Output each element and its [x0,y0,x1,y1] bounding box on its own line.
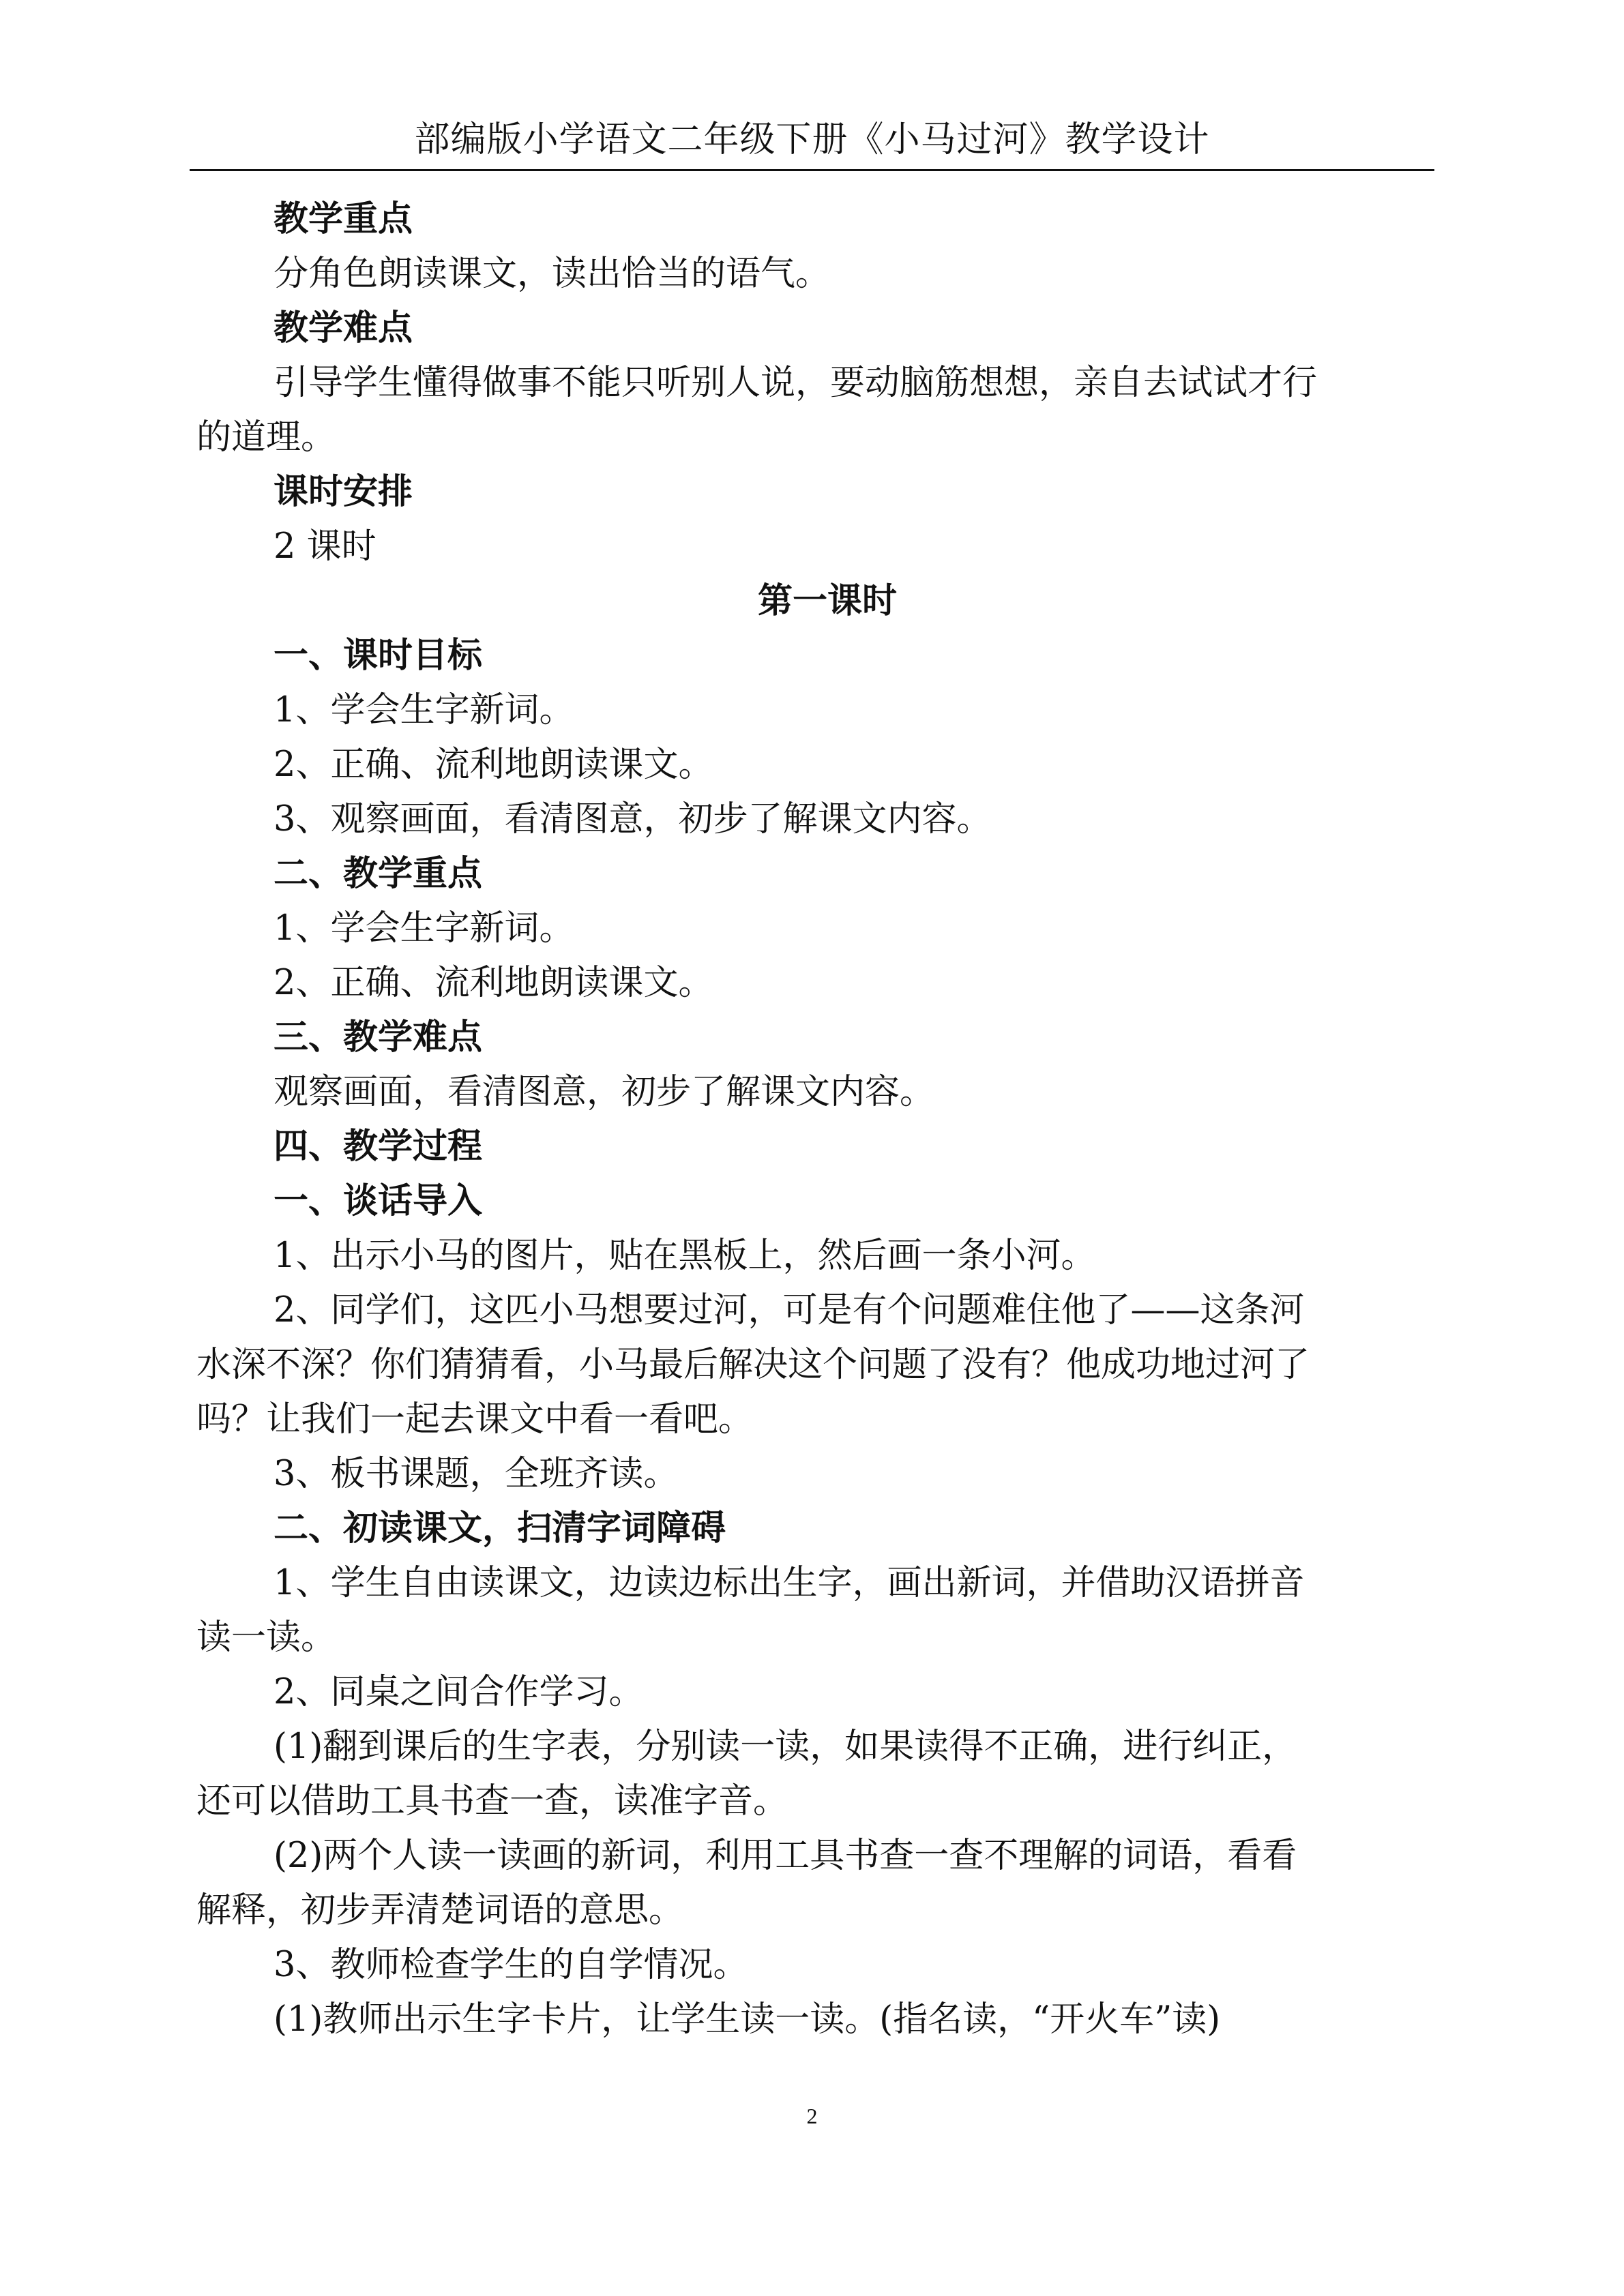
body-text-line: 1、学生自由读课文，边读边标出生字，画出新词，并借助汉语拼音 [274,1563,1305,1603]
page-number: 2 [806,2104,818,2128]
section-heading: 三、教学难点 [274,1017,483,1058]
body-text-line: 观察画面，看清图意，初步了解课文内容。 [274,1072,935,1112]
document-body [196,192,1421,2047]
body-text-line: 2、同桌之间合作学习。 [274,1672,644,1712]
body-text-line: 引导学生懂得做事不能只听别人说，要动脑筋想想，亲自去试试才行 [274,363,1318,403]
section-heading: 二、教学重点 [274,854,483,894]
body-text-line: 3、板书课题，全班齐读。 [274,1454,679,1494]
body-text-line: (1)教师出示生字卡片，让学生读一读。(指名读，“开火车”读) [274,1999,1221,2040]
body-text-line: (1)翻到课后的生字表，分别读一读，如果读得不正确，进行纠正， [274,1727,1297,1767]
body-text-line: (2)两个人读一读画的新词，利用工具书查一查不理解的词语，看看 [274,1836,1297,1876]
section-heading: 四、教学过程 [274,1127,483,1167]
body-text-continuation: 水深不深？你们猜猜看，小马最后解决这个问题了没有？他成功地过河了 [196,1345,1310,1385]
body-text-line: 2、正确、流利地朗读课文。 [274,745,713,785]
section-heading: 一、谈话导入 [274,1181,483,1221]
body-text-line: 1、出示小马的图片，贴在黑板上，然后画一条小河。 [274,1236,1096,1276]
body-text-continuation: 吗？让我们一起去课文中看一看吧。 [196,1399,754,1440]
lesson-heading: 第一课时 [757,581,897,621]
document-title: 部编版小学语文二年级下册《小马过河》教学设计 [414,119,1210,160]
section-heading: 教学重点 [274,199,413,239]
body-text-line: 3、教师检查学生的自学情况。 [274,1945,748,1985]
body-text-line: 1、学会生字新词。 [274,690,574,730]
body-text-line: 2、正确、流利地朗读课文。 [274,963,713,1003]
body-text-continuation: 还可以借助工具书查一查，读准字音。 [196,1781,788,1821]
body-text-continuation: 解释，初步弄清楚词语的意思。 [196,1890,684,1930]
body-text-continuation: 的道理。 [196,417,336,458]
body-text-line: 2 课时 [274,526,377,567]
section-heading: 教学难点 [274,308,413,348]
body-text-continuation: 读一读。 [196,1617,336,1658]
page-header [190,116,1434,171]
body-text-line: 3、观察画面，看清图意，初步了解课文内容。 [274,799,992,839]
body-text-line: 分角色朗读课文，读出恰当的语气。 [274,254,831,294]
body-text-line: 2、同学们，这匹小马想要过河，可是有个问题难住他了——这条河 [274,1290,1305,1330]
section-heading: 课时安排 [274,472,413,512]
section-heading: 一、课时目标 [274,636,483,676]
body-text-line: 1、学会生字新词。 [274,908,574,949]
section-heading: 二、初读课文，扫清字词障碍 [274,1508,726,1549]
